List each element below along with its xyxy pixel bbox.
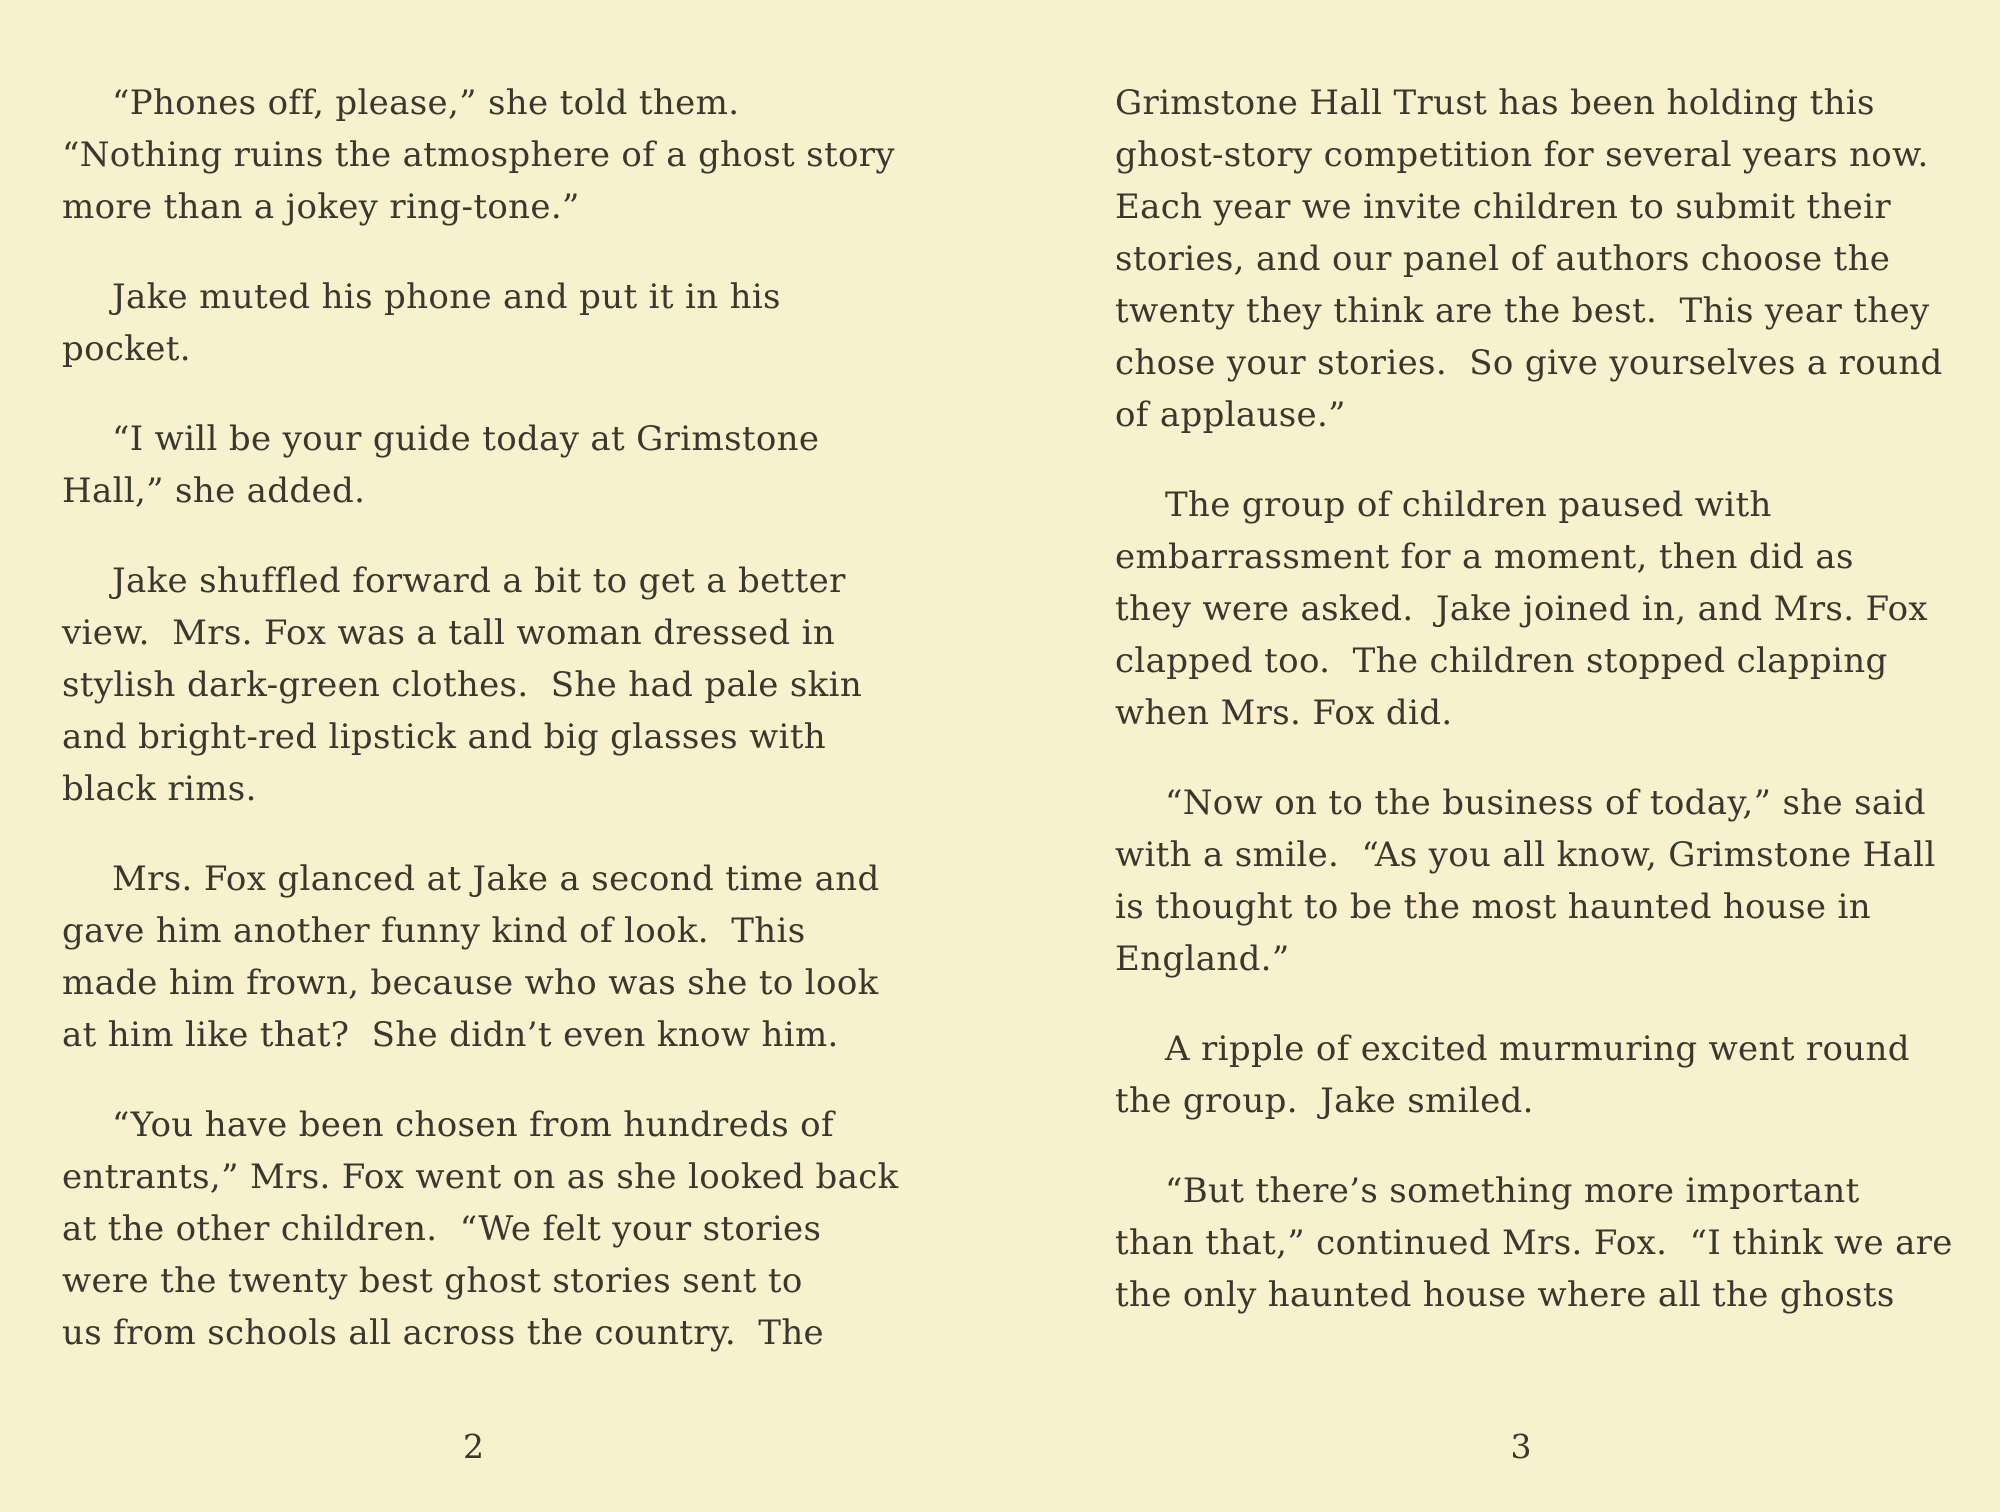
page-right <box>1115 0 1953 1512</box>
text-line: “But there’s something more important <box>1165 1171 1860 1211</box>
text-line: more than a jokey ring-tone.” <box>62 187 580 227</box>
text-line: were the twenty best ghost stories sent to <box>62 1261 803 1301</box>
paragraph <box>1115 1165 1953 1321</box>
text-line: Grimstone Hall Trust has been holding this <box>1115 83 1875 123</box>
text-line: with a smile. “As you all know, Grimstone Hall <box>1115 835 1936 875</box>
text-line: at the other children. “We felt your stories <box>62 1209 822 1249</box>
text-line: “Now on to the business of today,” she said <box>1165 783 1926 823</box>
text-line: view. Mrs. Fox was a tall woman dressed in <box>62 613 836 653</box>
paragraph <box>1115 1023 1927 1127</box>
text-line: they were asked. Jake joined in, and Mrs. Fox <box>1115 589 1928 629</box>
text-line: “I will be your guide today at Grimstone <box>112 419 820 459</box>
text-line: when Mrs. Fox did. <box>1115 693 1453 733</box>
paragraph <box>1115 479 1927 739</box>
text-line: Mrs. Fox glanced at Jake a second time and <box>112 859 880 899</box>
text-line: than that,” continued Mrs. Fox. “I think we are <box>1115 1223 1953 1263</box>
text-line: The group of children paused with <box>1165 485 1772 525</box>
page-left-number: 2 <box>463 1427 484 1466</box>
text-line: Hall,” she added. <box>62 471 366 511</box>
text-line: of applause.” <box>1115 395 1346 435</box>
text-line: England.” <box>1115 939 1290 979</box>
page-left <box>62 0 899 1512</box>
text-line: clapped too. The children stopped clapping <box>1115 641 1888 681</box>
text-line: the only haunted house where all the ghosts <box>1115 1275 1895 1315</box>
text-line: ghost-story competition for several years now. <box>1115 135 1929 175</box>
paragraph <box>62 1099 899 1359</box>
text-line: black rims. <box>62 769 257 809</box>
text-line: pocket. <box>62 329 191 369</box>
page-right-text <box>1115 77 1953 1359</box>
text-line: at him like that? She didn’t even know him. <box>62 1015 839 1055</box>
text-line: Jake shuffled forward a bit to get a better <box>112 561 846 601</box>
text-line: “Phones off, please,” she told them. <box>112 83 740 123</box>
text-line: entrants,” Mrs. Fox went on as she looked back <box>62 1157 899 1197</box>
text-line: and bright-red lipstick and big glasses with <box>62 717 826 757</box>
text-line: embarrassment for a moment, then did as <box>1115 537 1854 577</box>
paragraph <box>1115 777 1936 985</box>
paragraph <box>62 77 895 233</box>
paragraph <box>1115 77 1943 441</box>
text-line: twenty they think are the best. This year they <box>1115 291 1930 331</box>
text-line: A ripple of excited murmuring went round <box>1165 1029 1910 1069</box>
page-right-number: 3 <box>1510 1427 1532 1466</box>
text-line: made him frown, because who was she to look <box>62 963 879 1003</box>
text-line: stylish dark-green clothes. She had pale skin <box>62 665 863 705</box>
text-line: “Nothing ruins the atmosphere of a ghost story <box>62 135 895 175</box>
paragraph <box>62 555 885 815</box>
text-line: the group. Jake smiled. <box>1115 1081 1534 1121</box>
text-line: “You have been chosen from hundreds of <box>112 1105 834 1145</box>
text-line: chose your stories. So give yourselves a round <box>1115 343 1943 383</box>
paragraph <box>62 413 885 517</box>
text-line: Each year we invite children to submit their <box>1115 187 1891 227</box>
text-line: stories, and our panel of authors choose the <box>1115 239 1891 279</box>
text-line: Jake muted his phone and put it in his <box>112 277 781 317</box>
text-line: us from schools all across the country. The <box>62 1313 825 1353</box>
paragraph <box>62 853 885 1061</box>
page-left-text <box>62 77 899 1397</box>
paragraph <box>62 271 885 375</box>
text-line: gave him another funny kind of look. This <box>62 911 806 951</box>
text-line: is thought to be the most haunted house in <box>1115 887 1871 927</box>
